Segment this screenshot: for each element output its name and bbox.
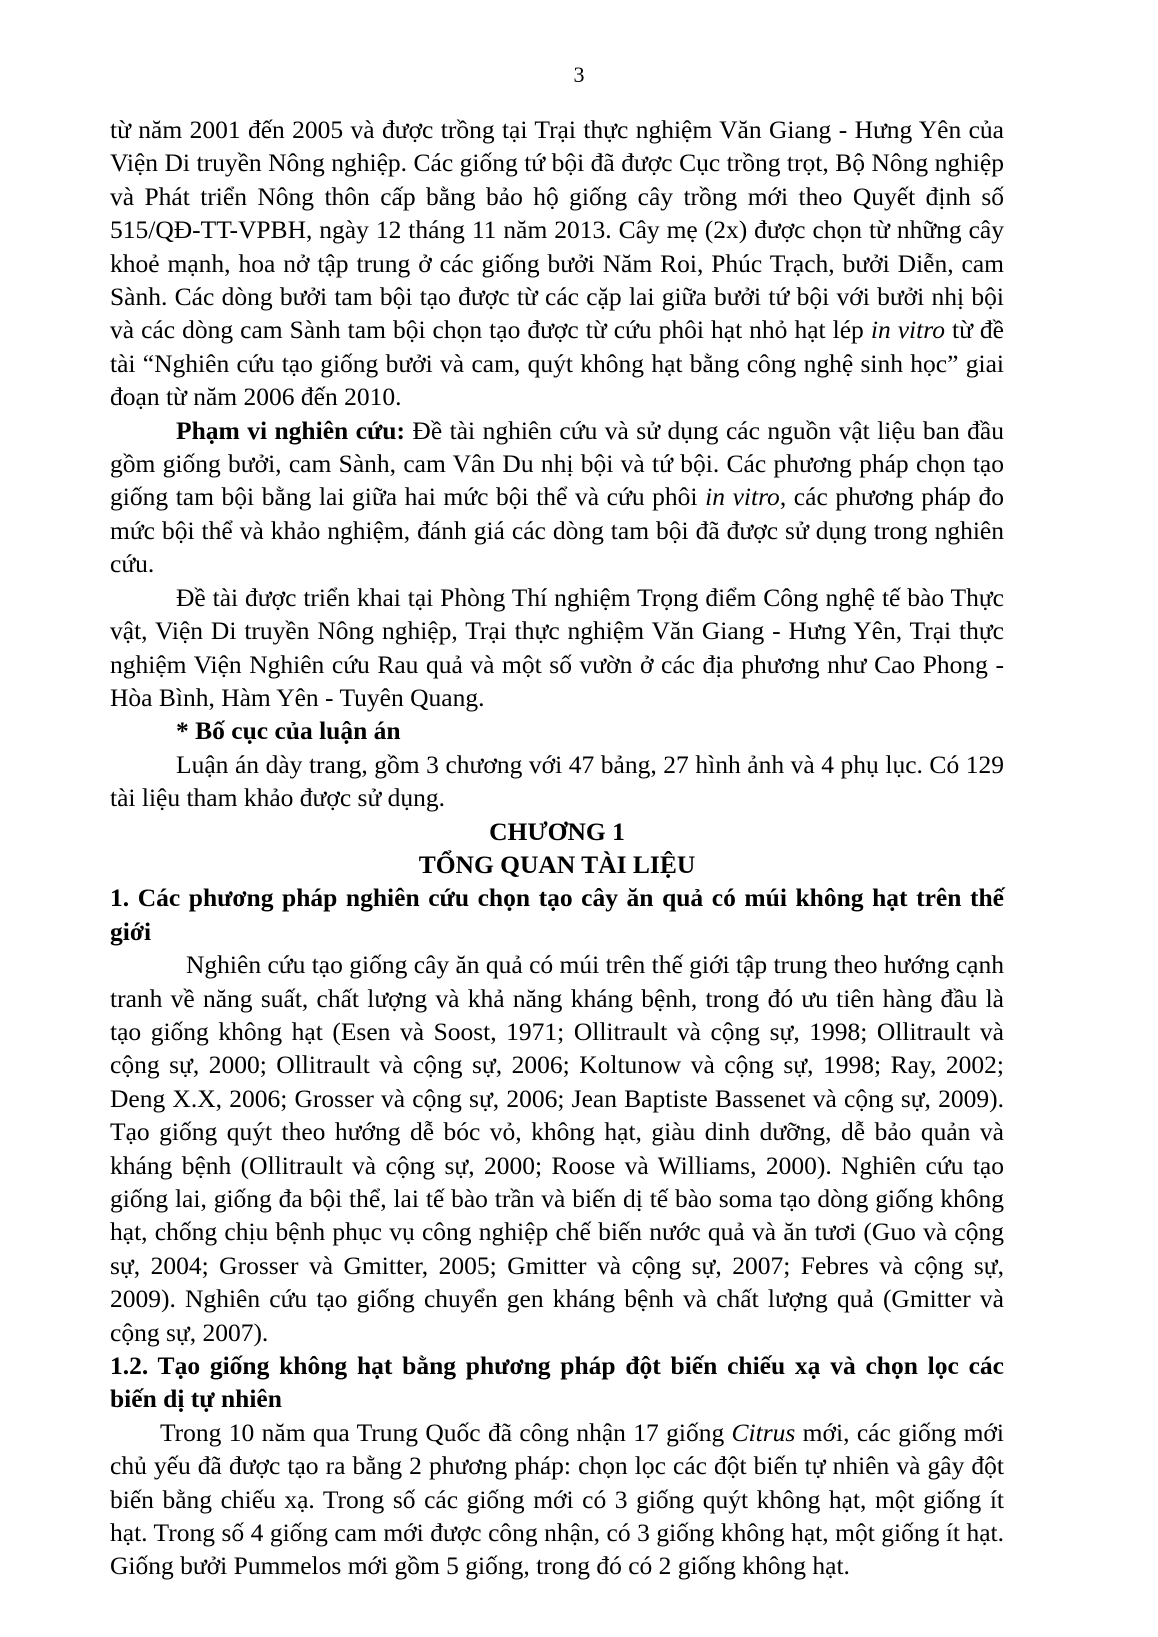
italic-term: Citrus <box>731 1417 796 1447</box>
layout-heading <box>110 714 1004 747</box>
paragraph-text: từ năm 2001 đến 2005 và được trồng tại Trại thực nghiệm Văn Giang - Hưng Yên của Viện Di truyền Nông nghiệp. Các giống tứ bội đã được Cục trồng trọt, Bộ Nông nghiệp và Phát triển Nông thôn cấp bằng bảo hộ giống cây trồng mới theo Quyết định số 515/QĐ-TT-VPBH, ngày 12 tháng 11 năm 2013. Cây mẹ (2x) được chọn từ những cây khoẻ mạnh, hoa nở tập trung ở các giống bưởi Năm Roi, Phúc Trạch, bưởi Diễn, cam Sành. Các dòng bưởi tam bội tạo được từ các cặp lai giữa bưởi tứ bội với bưởi nhị bội và các dòng cam Sành tam bội chọn tạo được từ cứu phôi hạt nhỏ hạt lép <box>110 115 1004 345</box>
section-heading-1: 1. Các phương pháp nghiên cứu chọn tạo cây ăn quả có múi không hạt trên thế giới <box>110 883 1004 946</box>
paragraph-scope <box>110 414 1004 581</box>
paragraph-overview: Nghiên cứu tạo giống cây ăn quả có múi trên thế giới tập trung theo hướng cạnh tranh về năng suất, chất lượng và khả năng kháng bệnh, trong đó ưu tiên hàng đầu là tạo giống không hạt (Esen và Soost, 1971; Ollitrault và cộng sự, 1998; Ollitrault và cộng sự, 2000; Ollitrault và cộng sự, 2006; Koltunow và cộng sự, 1998; Ray, 2002; Deng X.X, 2006; Grosser và cộng sự, 2006; Jean Baptiste Bassenet và cộng sự, 2009). Tạo giống quýt theo hướng dễ bóc vỏ, không hạt, giàu dinh dưỡng, dễ bảo quản và kháng bệnh (Ollitrault và cộng sự, 2000; Roose và Williams, 2000). Nghiên cứu tạo giống lai, giống đa bội thể, lai tế bào trần và biến dị tế bào soma tạo dòng giống không hạt, chống chịu bệnh phục vụ công nghiệp chế biến nước quả và ăn tươi (Guo và cộng sự, 2004; Grosser và Gmitter, 2005; Gmitter và cộng sự, 2007; Febres và cộng sự, 2009). Nghiên cứu tạo giống chuyển gen kháng bệnh và chất lượng quả (Gmitter và cộng sự, 2007). <box>110 950 1004 1347</box>
paragraph-location: Đề tài được triển khai tại Phòng Thí nghiệm Trọng điểm Công nghệ tế bào Thực vật, Viện Di truyền Nông nghiệp, Trại thực nghiệm Văn Giang - Hưng Yên, Trại thực nghiệm Viện Nghiên cứu Rau quả và một số vườn ở các địa phương như Cao Phong - Hòa Bình, Hàm Yên - Tuyên Quang. <box>110 582 1004 712</box>
heading-text: * Bố cục của luận án <box>176 716 401 746</box>
page-number: 3 <box>573 62 585 87</box>
paragraph-text: Đề tài nghiên cứu và sử dụng các nguồn vật liệu ban đầu gồm giống bưởi, cam Sành, cam Vân Du nhị bội và tứ bội. Các phương pháp chọn tạo giống tam bội bằng lai giữa hai mức bội thể và cứu phôi <box>110 415 1005 512</box>
section-heading-1-2: 1.2. Tạo giống không hạt bằng phương pháp đột biến chiếu xạ và chọn lọc các biến dị tự nhiên <box>110 1351 1004 1414</box>
paragraph-layout: Luận án dày trang, gồm 3 chương với 47 bảng, 27 hình ảnh và 4 phụ lục. Có 129 tài liệu tham khảo được sử dụng. <box>110 749 1004 813</box>
page-body <box>110 113 1004 1583</box>
paragraph-text: mới, các giống mới chủ yếu đã được tạo ra bằng 2 phương pháp: chọn lọc các đột biến tự nhiên và gây đột biến bằng chiếu xạ. Trong số các giống mới có 3 giống quýt không hạt, một giống ít hạt. Trong số 4 giống cam mới được công nhận, có 3 giống không hạt, một giống ít hạt. Giống bưởi Pummelos mới gồm 5 giống, trong đó có 2 giống không hạt. <box>110 1417 1004 1581</box>
italic-term: in vitro <box>870 315 945 345</box>
italic-term: in vitro <box>705 482 780 512</box>
scope-label: Phạm vi nghiên cứu: <box>176 415 405 445</box>
chapter-label: CHƯƠNG 1 <box>489 816 625 846</box>
paragraph-materials <box>110 113 1004 414</box>
paragraph-text: , các phương pháp đo mức bội thể và khảo nghiệm, đánh giá các dòng tam bội đã được sử dụng trong nghiên cứu. <box>110 482 1004 579</box>
paragraph-text: Trong 10 năm qua Trung Quốc đã công nhận 17 giống <box>160 1417 732 1447</box>
chapter-title: TỔNG QUAN TÀI LIỆU <box>418 849 696 879</box>
paragraph-china <box>110 1416 1004 1583</box>
paragraph-text: từ đề tài “Nghiên cứu tạo giống bưởi và cam, quýt không hạt bằng công nghệ sinh học” giai đoạn từ năm 2006 đến 2010. <box>110 315 1004 412</box>
